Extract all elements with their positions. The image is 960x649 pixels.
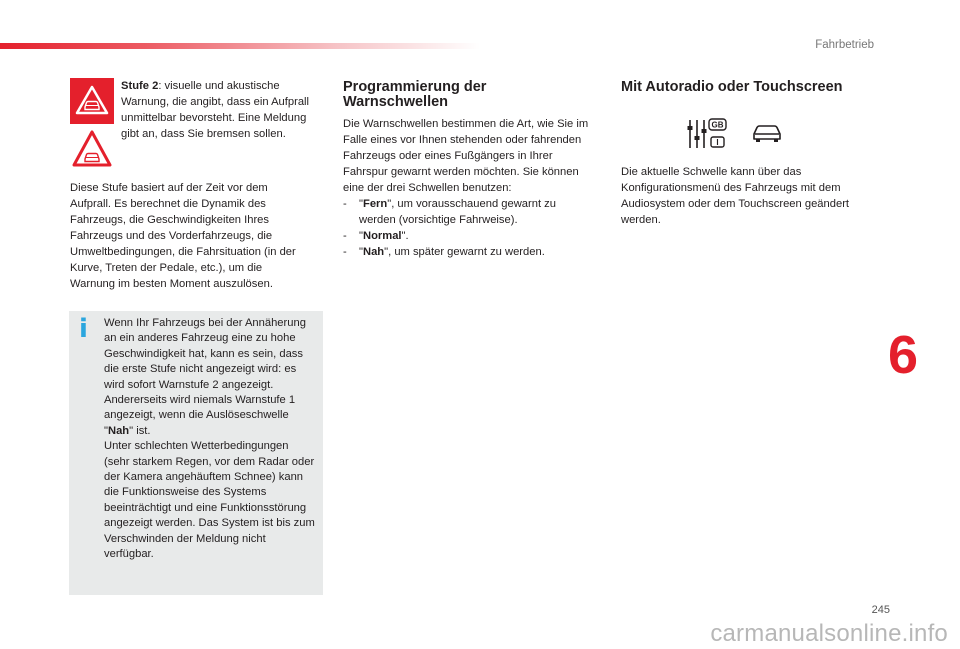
list-dash: -	[343, 230, 347, 242]
programmierung-heading: Programmierung der Warnschwellen	[343, 79, 487, 110]
threshold-paragraph: Diese Stufe basiert auf der Zeit vor dem Aufprall. Es berechnet die Dynamik des Fahrzeugs, die Geschwindigkeiten Ihres Fahrzeugs und des Vorderfahrzeugs, die Umweltbedingungen, die Fahrsituation (in der Kurve, Treten der Pedale, etc.), um die Warnung im besten Moment auszulösen.	[70, 182, 296, 290]
option-nah-label: Nah	[362, 246, 385, 258]
option-normal	[343, 228, 593, 244]
option-pre: "	[359, 246, 363, 258]
info-icon: i	[79, 314, 88, 344]
stufe-label: Stufe 2	[121, 80, 159, 92]
info-text-c: " ist.	[129, 424, 151, 437]
info-bold-nah: Nah	[107, 424, 130, 437]
watermark: carmanualsonline.info	[710, 620, 948, 647]
option-post: ".	[401, 230, 409, 242]
option-pre: "	[359, 198, 363, 210]
programmierung-intro: Die Warnschwellen bestimmen die Art, wie Sie im Falle eines vor Ihnen stehenden oder fahrenden Fahrzeugs oder eines Fußgängers in Ihrer Fahrspur gewarnt werden möchten. Sie können eine der drei Schwellen benutzen:	[343, 118, 589, 194]
programmierung-body	[343, 116, 593, 260]
option-post: ", um später gewarnt zu werden.	[384, 246, 545, 258]
info-text-b: Andererseits wird niemals Warnstufe 1 angezeigt, wenn die Auslöseschwelle "	[104, 394, 296, 437]
header-accent-bar	[0, 43, 480, 49]
car-icon	[752, 124, 782, 144]
option-post: ", um vorausschauend gewarnt zu werden (vorsichtige Fahrweise).	[359, 198, 557, 226]
info-text-b-line	[104, 393, 316, 439]
info-text	[104, 316, 316, 563]
list-dash: -	[343, 198, 347, 210]
list-dash: -	[343, 246, 347, 258]
threshold-options-list	[343, 196, 593, 260]
stufe-2-description	[121, 78, 321, 142]
language-badge-text: GB	[711, 120, 724, 130]
radio-text: Die aktuelle Schwelle kann über das Konfigurationsmenü des Fahrzeugs mit dem Audiosystem oder dem Touchscreen geändert werden.	[621, 166, 850, 226]
stufe-text: : visuelle und akustische Warnung, die angibt, dass ein Aufprall unmittelbar bevorsteht. Eine Meldung gibt an, dass Sie bremsen sollen.	[121, 80, 310, 140]
radio-heading: Mit Autoradio oder Touchscreen	[621, 79, 843, 95]
option-normal-label: Normal	[362, 230, 402, 242]
info-text-d: Unter schlechten Wetterbedingungen (sehr starkem Regen, vor dem Radar oder der Kamera angehäuftem Schnee) kann die Funktionsweise des Systems beeinträchtigt und eine Funktionsstörung angezeigt werden. Das System ist bis zum Verschwinden der Meldung nicht verfügbar.	[104, 440, 315, 561]
option-pre: "	[359, 230, 363, 242]
option-nah	[343, 244, 593, 260]
collision-warning-icon	[70, 78, 114, 124]
option-fern	[343, 196, 593, 228]
chapter-number: 6	[888, 325, 919, 385]
page-number: 245	[871, 604, 890, 616]
info-badge-text: I	[716, 138, 719, 147]
section-title: Fahrbetrieb	[815, 39, 874, 51]
info-text-a: Wenn Ihr Fahrzeugs bei der Annäherung an ein anderes Fahrzeug eine zu hohe Geschwindigkeit hat, kann es sein, dass die erste Stufe nicht angezeigt wird: es wird sofort Warnstufe 2 angezeigt.	[104, 317, 306, 391]
collision-alert-icon	[70, 128, 114, 170]
config-menu-icon	[686, 117, 728, 151]
option-fern-label: Fern	[362, 198, 388, 210]
